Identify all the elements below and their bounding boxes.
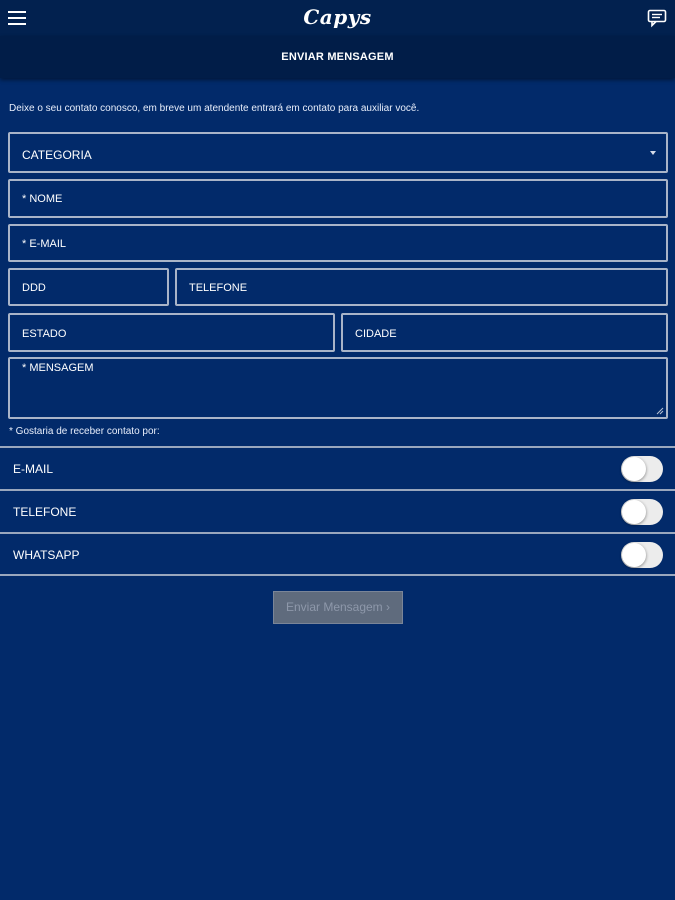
nome-field[interactable] xyxy=(8,179,668,218)
whatsapp-toggle[interactable] xyxy=(621,542,663,568)
app-logo: Capys xyxy=(303,5,372,29)
chevron-down-icon xyxy=(650,151,656,155)
telefone-toggle[interactable] xyxy=(621,499,663,525)
categoria-label: CATEGORIA xyxy=(22,148,92,162)
estado-field[interactable] xyxy=(8,313,335,352)
page-title-bar xyxy=(0,36,675,78)
toggle-knob xyxy=(622,500,646,524)
cidade-field[interactable] xyxy=(341,313,668,352)
toggle-knob xyxy=(622,457,646,481)
mensagem-placeholder: * MENSAGEM xyxy=(22,362,94,374)
cidade-placeholder: CIDADE xyxy=(355,328,397,340)
app-header xyxy=(0,0,675,36)
ddd-placeholder: DDD xyxy=(22,282,46,294)
ddd-field[interactable] xyxy=(8,268,169,306)
email-toggle[interactable] xyxy=(621,456,663,482)
telefone-field[interactable] xyxy=(175,268,668,306)
contact-preference-label: * Gostaria de receber contato por: xyxy=(9,426,160,437)
divider xyxy=(0,574,675,576)
chat-icon[interactable] xyxy=(647,8,667,28)
toggle-label-whatsapp: WHATSAPP xyxy=(13,548,80,562)
nome-placeholder: * NOME xyxy=(22,193,63,205)
telefone-placeholder: TELEFONE xyxy=(189,282,248,294)
email-placeholder: * E-MAIL xyxy=(22,238,67,250)
page-title: ENVIAR MENSAGEM xyxy=(281,51,394,63)
intro-text: Deixe o seu contato conosco, em breve um atendente entrará em contato para auxiliar você. xyxy=(9,103,420,114)
categoria-select[interactable] xyxy=(8,132,668,173)
mensagem-textarea[interactable] xyxy=(8,357,668,419)
toggle-row-telefone xyxy=(0,491,675,531)
estado-placeholder: ESTADO xyxy=(22,328,67,340)
toggle-label-email: E-MAIL xyxy=(13,462,54,476)
email-field[interactable] xyxy=(8,224,668,262)
toggle-knob xyxy=(622,543,646,567)
resize-handle-icon[interactable] xyxy=(656,407,664,415)
toggle-row-whatsapp xyxy=(0,534,675,574)
toggle-row-email xyxy=(0,448,675,488)
toggle-label-telefone: TELEFONE xyxy=(13,505,77,519)
send-message-button[interactable]: Enviar Mensagem › xyxy=(273,591,403,624)
